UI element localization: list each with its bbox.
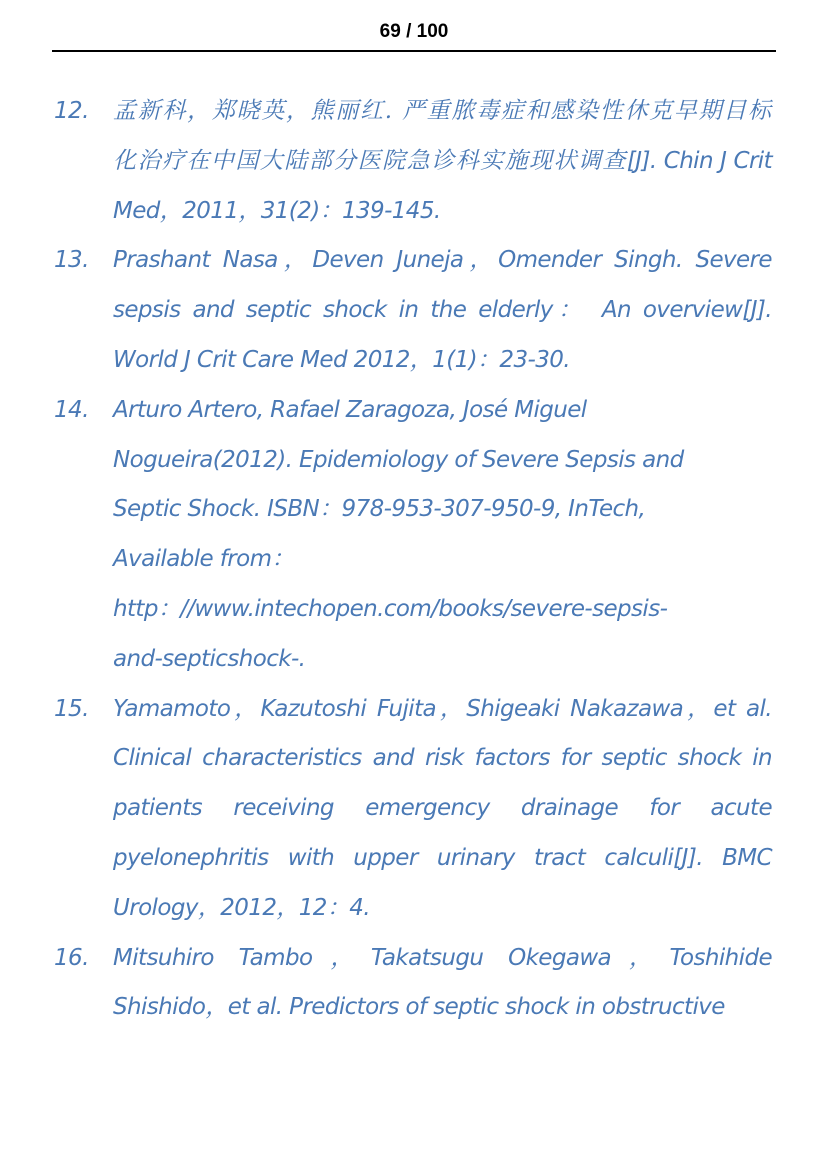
reference-text: Prashant Nasa，Deven Juneja，Omender Singh. Severe sepsis and septic shock in the elderly： An overview[J]. World J Crit Care Med 2012，1(1)：23-30. — [113, 247, 772, 373]
reference-list — [52, 87, 772, 1033]
page-header — [52, 18, 776, 52]
reference-text-chinese: 孟新科，郑晓英，熊丽红. 严重脓毒症和感染性休克早期目标化治疗在中国大陆部分医院急诊科实施现状调查 — [113, 98, 772, 174]
reference-text-citation: [J]. Chin J Crit Med，2011，31(2)：139-145. — [113, 147, 773, 224]
reference-number: 14. — [54, 396, 89, 423]
reference-number: 15. — [54, 695, 89, 722]
reference-number: 13. — [54, 247, 89, 274]
reference-item-15 — [52, 685, 772, 934]
page-number: 69 / 100 — [379, 21, 449, 42]
reference-text: Yamamoto，Kazutoshi Fujita，Shigeaki Nakazawa，et al. Clinical characteristics and risk factors for septic shock in patients receiving emergency drainage for acute pyelonephritis with upper urinary tract calculi[J]. BMC Urology，2012，12：4. — [113, 695, 772, 921]
reference-text: Mitsuhiro Tambo，Takatsugu Okegawa，Toshihide Shishido，et al. Predictors of septic shock in obstructive — [113, 944, 772, 1021]
reference-item-12 — [52, 87, 772, 236]
reference-item-16 — [52, 934, 772, 1034]
reference-text: Arturo Artero, Rafael Zaragoza, José Miguel Nogueira(2012). Epidemiology of Severe Sepsis and Septic Shock. ISBN：978-953-307-950-9, InTech, Available from：http：//www.intechopen.com/books/severe-sepsis-and-septicshock-. — [113, 396, 684, 672]
reference-item-13 — [52, 236, 772, 385]
reference-number: 12. — [54, 98, 89, 124]
reference-number: 16. — [54, 944, 89, 971]
reference-text — [113, 87, 772, 236]
reference-item-14 — [52, 386, 772, 685]
